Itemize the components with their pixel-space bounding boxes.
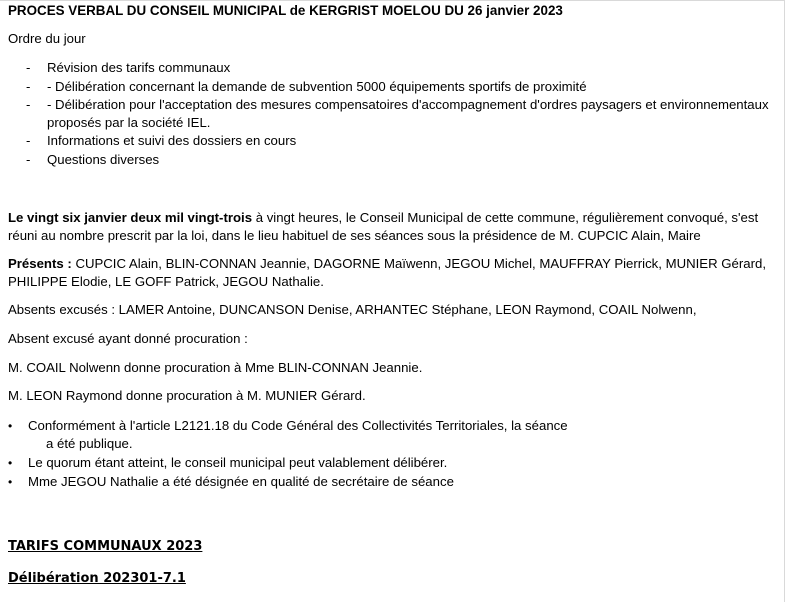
presents-line	[8, 255, 776, 273]
agenda-item-text: - Délibération concernant la demande de subvention 5000 équipements sportifs de proximité	[47, 79, 587, 94]
meeting-date: Le vingt six janvier deux mil vingt-trois	[8, 210, 253, 225]
dash-marker: -	[26, 79, 31, 94]
agenda-heading: Ordre du jour	[8, 31, 86, 46]
procuration-item: M. LEON Raymond donne procuration à M. MUNIER Gérard.	[8, 388, 366, 403]
opening-paragraph-line	[8, 209, 776, 227]
deliberation-heading: Délibération 202301-7.1	[8, 571, 186, 586]
dash-marker: -	[26, 133, 31, 148]
agenda-item-text: proposés par la société IEL.	[47, 115, 211, 130]
dash-marker: -	[26, 152, 31, 167]
document-title: PROCES VERBAL DU CONSEIL MUNICIPAL de KERGRIST MOELOU DU 26 janvier 2023	[8, 3, 563, 18]
bullet-text-continuation: a été publique.	[46, 436, 133, 451]
bullet-text: Le quorum étant atteint, le conseil municipal peut valablement délibérer.	[28, 455, 448, 470]
opening-paragraph-line: réuni au nombre prescrit par la loi, dans le lieu habituel de ses séances sous la présidence de M. CUPCIC Alain, Maire	[8, 228, 701, 243]
absents-line: Absents excusés : LAMER Antoine, DUNCANSON Denise, ARHANTEC Stéphane, LEON Raymond, COAIL Nolwenn,	[8, 302, 697, 317]
bullet-text: Conformément à l'article L2121.18 du Code Général des Collectivités Territoriales, la séance	[28, 418, 568, 433]
opening-text: à vingt heures, le Conseil Municipal de cette commune, régulièrement convoqué, s'est	[252, 210, 759, 225]
presents-line: PHILIPPE Elodie, LE GOFF Patrick, JEGOU Nathalie.	[8, 274, 324, 289]
agenda-item-text: Révision des tarifs communaux	[47, 60, 231, 75]
bullet-marker: •	[8, 456, 13, 470]
agenda-item-text: Informations et suivi des dossiers en cours	[47, 133, 297, 148]
presents-names: CUPCIC Alain, BLIN-CONNAN Jeannie, DAGORNE Maïwenn, JEGOU Michel, MAUFFRAY Pierrick, MUNIER Gérard,	[71, 256, 766, 271]
bullet-marker: •	[8, 475, 13, 489]
presents-label: Présents :	[8, 256, 72, 271]
procuration-heading: Absent excusé ayant donné procuration :	[8, 331, 248, 346]
procuration-item: M. COAIL Nolwenn donne procuration à Mme BLIN-CONNAN Jeannie.	[8, 360, 423, 375]
section-heading: TARIFS COMMUNAUX 2023	[8, 539, 203, 554]
bullet-text: Mme JEGOU Nathalie a été désignée en qualité de secrétaire de séance	[28, 474, 454, 489]
agenda-item-text: - Délibération pour l'acceptation des mesures compensatoires d'accompagnement d'ordres paysagers et environnementaux	[47, 97, 769, 112]
dash-marker: -	[26, 97, 31, 112]
agenda-item-text: Questions diverses	[47, 152, 160, 167]
bullet-marker: •	[8, 419, 13, 433]
dash-marker: -	[26, 60, 31, 75]
